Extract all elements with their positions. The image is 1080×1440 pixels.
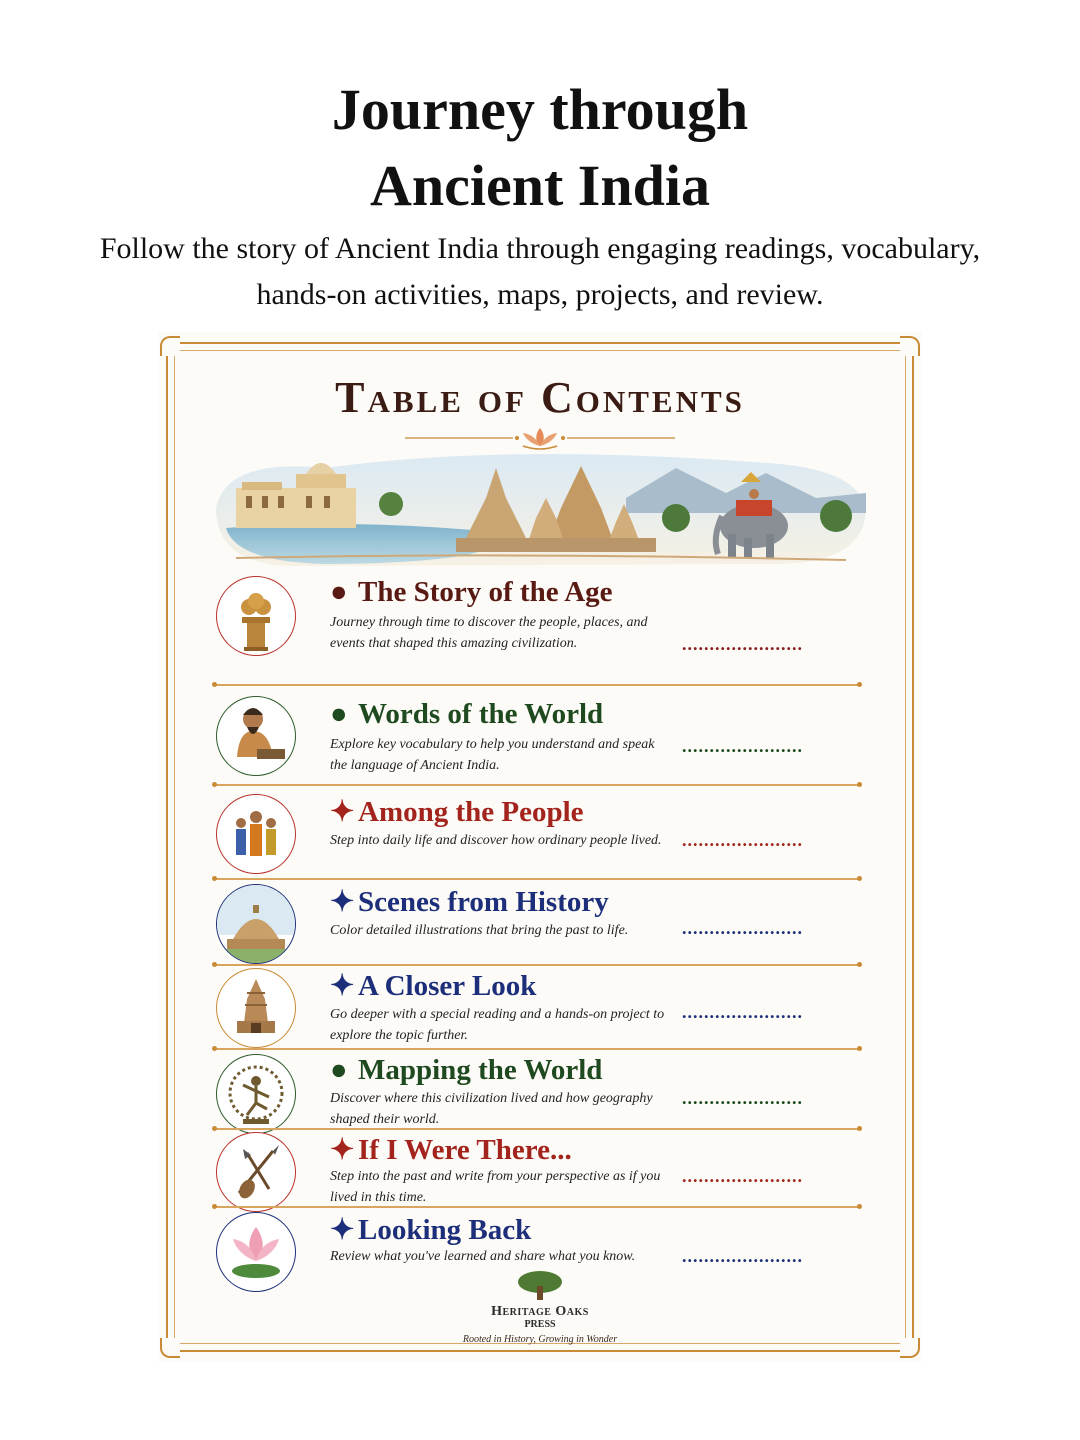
page-leader: ...................... — [682, 1166, 803, 1186]
frame-corner — [900, 1338, 920, 1358]
entry-title-text: Among the People — [358, 796, 584, 828]
publisher-logo — [440, 1270, 640, 1330]
entry-divider — [214, 684, 860, 686]
entry-title-text: Scenes from History — [358, 886, 609, 918]
bullet: ✦ — [330, 1214, 355, 1246]
entry-divider — [214, 1128, 860, 1130]
page-leader: ...................... — [682, 830, 803, 850]
entry-title-text: If I Were There... — [358, 1134, 572, 1166]
temple-icon — [216, 968, 296, 1048]
bullet: ● — [330, 698, 348, 730]
entry-description: Explore key vocabulary to help you understand and speak the language of Ancient India. — [330, 737, 655, 773]
page-title — [0, 72, 1080, 224]
bullet: ✦ — [330, 796, 355, 828]
entry-divider — [214, 878, 860, 880]
subtitle-line-1: Follow the story of Ancient India through engaging readings, vocabulary, — [99, 232, 981, 265]
entry-title-text: Mapping the World — [358, 1054, 603, 1086]
entry-title-text: Words of the World — [358, 698, 604, 730]
frame-corner — [160, 336, 180, 356]
lotus-icon — [216, 1212, 296, 1292]
page-subtitle — [20, 226, 1060, 318]
entry-title — [330, 968, 536, 1003]
toc-heading: Table of Contents — [335, 373, 745, 422]
entry-title — [330, 1132, 572, 1167]
page-leader: ...................... — [682, 918, 803, 938]
entry-title — [330, 576, 613, 609]
entry-description: Go deeper with a special reading and a hands-on project to explore the topic further. — [330, 1007, 665, 1043]
title-line-1: Journey through — [331, 77, 749, 142]
publisher-name: Heritage Oaks — [491, 1304, 589, 1319]
people-icon — [216, 794, 296, 874]
entry-divider — [214, 1048, 860, 1050]
entry-description: Discover where this civilization lived and how geography shaped their world. — [330, 1091, 653, 1127]
page-leader: ...................... — [682, 1246, 803, 1266]
frame-corner — [160, 1338, 180, 1358]
bullet: ✦ — [330, 1134, 355, 1166]
entry-title-text: The Story of the Age — [358, 576, 613, 608]
publisher-tagline: Rooted in History, Growing in Wonder — [462, 1334, 618, 1345]
entry-title-text: Looking Back — [358, 1214, 532, 1246]
oak-tree-icon — [515, 1270, 565, 1300]
bullet: ● — [330, 1054, 348, 1086]
page-leader: ...................... — [682, 736, 803, 756]
entry-description: Journey through time to discover the people, places, and events that shaped this amazing civilization. — [330, 615, 648, 651]
entry-divider — [214, 1206, 860, 1208]
scholar-writing-icon — [216, 696, 296, 776]
page-leader: ...................... — [682, 1088, 803, 1108]
entry-title-text: A Closer Look — [358, 970, 537, 1002]
entry-divider — [214, 964, 860, 966]
entry-title — [330, 1212, 531, 1247]
tools-icon — [216, 1132, 296, 1212]
page-leader: ...................... — [682, 634, 803, 654]
entry-description: Step into the past and write from your perspective as if you lived in this time. — [330, 1169, 661, 1205]
entry-divider — [214, 784, 860, 786]
lion-capital-icon — [216, 576, 296, 656]
frame-corner — [900, 336, 920, 356]
entry-title — [330, 698, 603, 731]
entry-title — [330, 1054, 602, 1087]
bullet: ✦ — [330, 970, 355, 1002]
subtitle-line-2: hands-on activities, maps, projects, and review. — [256, 278, 824, 311]
entry-description: Color detailed illustrations that bring the past to life. — [330, 923, 629, 938]
entry-description: Review what you've learned and share what you know. — [330, 1249, 636, 1264]
stupa-icon — [216, 884, 296, 964]
entry-title — [330, 794, 584, 829]
bullet: ● — [330, 576, 348, 608]
page-leader: ...................... — [682, 1002, 803, 1022]
title-line-2: Ancient India — [369, 153, 710, 218]
nataraja-icon — [216, 1054, 296, 1134]
toc-poster — [158, 332, 922, 1362]
entry-title — [330, 884, 609, 919]
entry-description: Step into daily life and discover how ordinary people lived. — [330, 833, 662, 848]
bullet: ✦ — [330, 886, 355, 918]
ancient-india-panorama — [206, 438, 874, 570]
publisher-sub: PRESS — [524, 1319, 556, 1330]
